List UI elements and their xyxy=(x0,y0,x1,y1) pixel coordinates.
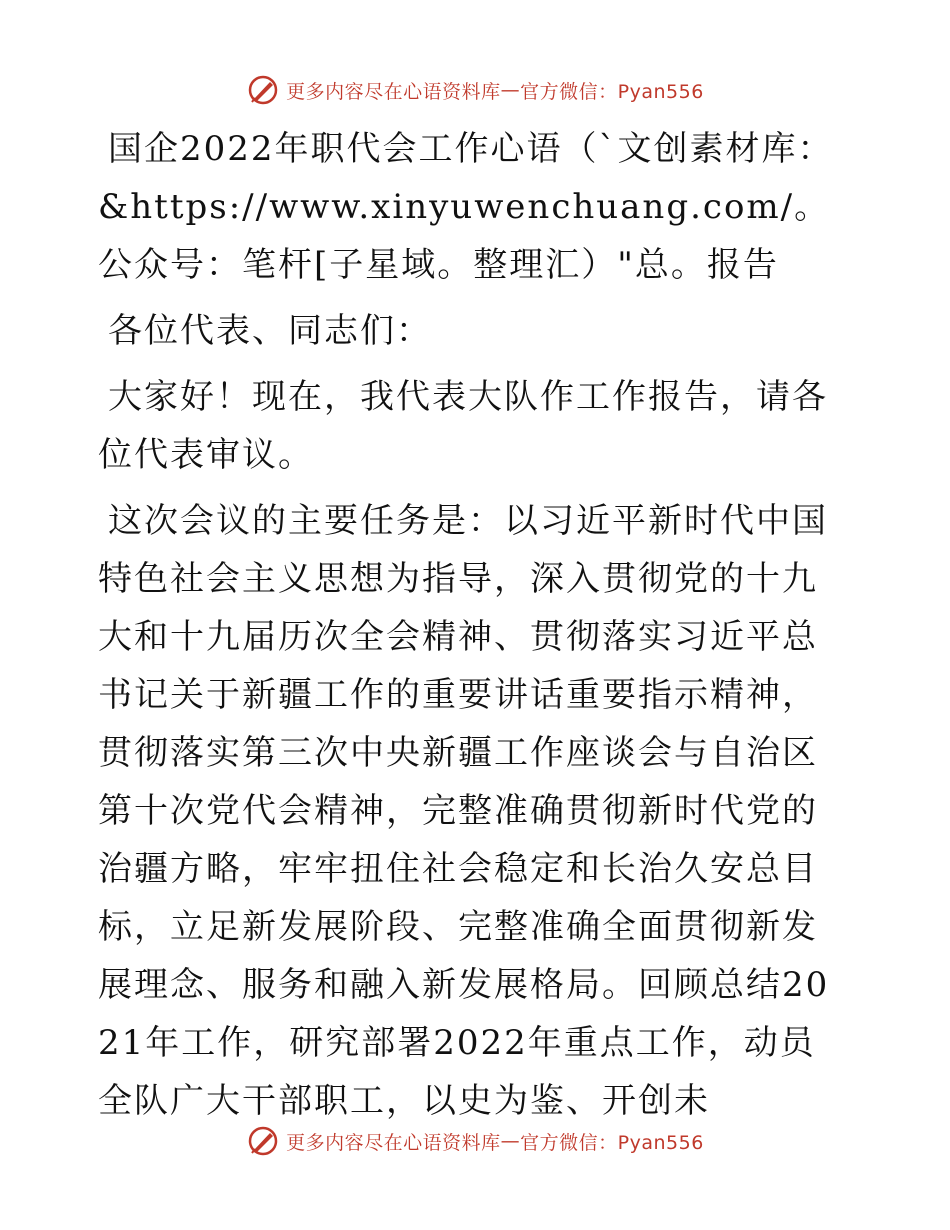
header-separator: — xyxy=(500,79,521,101)
header-banner xyxy=(0,70,950,110)
footer-brand-text: 更多内容尽在心语资料库 xyxy=(286,1131,501,1154)
body-paragraph: 这次会议的主要任务是：以习近平新时代中国特色社会主义思想为指导，深入贯彻党的十九大和十九届历次全会精神、贯彻落实习近平总书记关于新疆工作的重要讲话重要指示精神，贯彻落实第三次中央新疆工作座谈会与自治区第十次党代会精神，完整准确贯彻新时代党的治疆方略，牢牢扭住社会稳定和长治久安总目标，立足新发展阶段、完整准确全面贯彻新发展理念、服务和融入新发展格局。回顾总结2021年工作，研究部署2022年重点工作，动员全队广大干部职工，以史为鉴、开创未 xyxy=(98,501,830,1121)
footer-separator: — xyxy=(500,1130,521,1152)
quill-pen-logo-icon xyxy=(246,1124,280,1158)
footer-banner xyxy=(0,1121,950,1161)
header-contact: 官方微信：Pyan556 xyxy=(520,80,704,103)
greeting-paragraph: 大家好！现在，我代表大队作工作报告，请各位代表审议。 xyxy=(98,377,828,475)
document-title: 国企2022年职代会工作心语（`文创素材库：&https://www.xinyuwenchuang.com/。公众号：笔杆[子星域。整理汇）"总。报告 xyxy=(98,129,834,285)
quill-pen-logo-icon xyxy=(246,73,280,107)
salutation: 各位代表、同志们： xyxy=(108,311,432,351)
header-brand-text: 更多内容尽在心语资料库 xyxy=(286,80,501,103)
document-body xyxy=(98,120,850,1130)
footer-contact: 官方微信：Pyan556 xyxy=(520,1131,704,1154)
